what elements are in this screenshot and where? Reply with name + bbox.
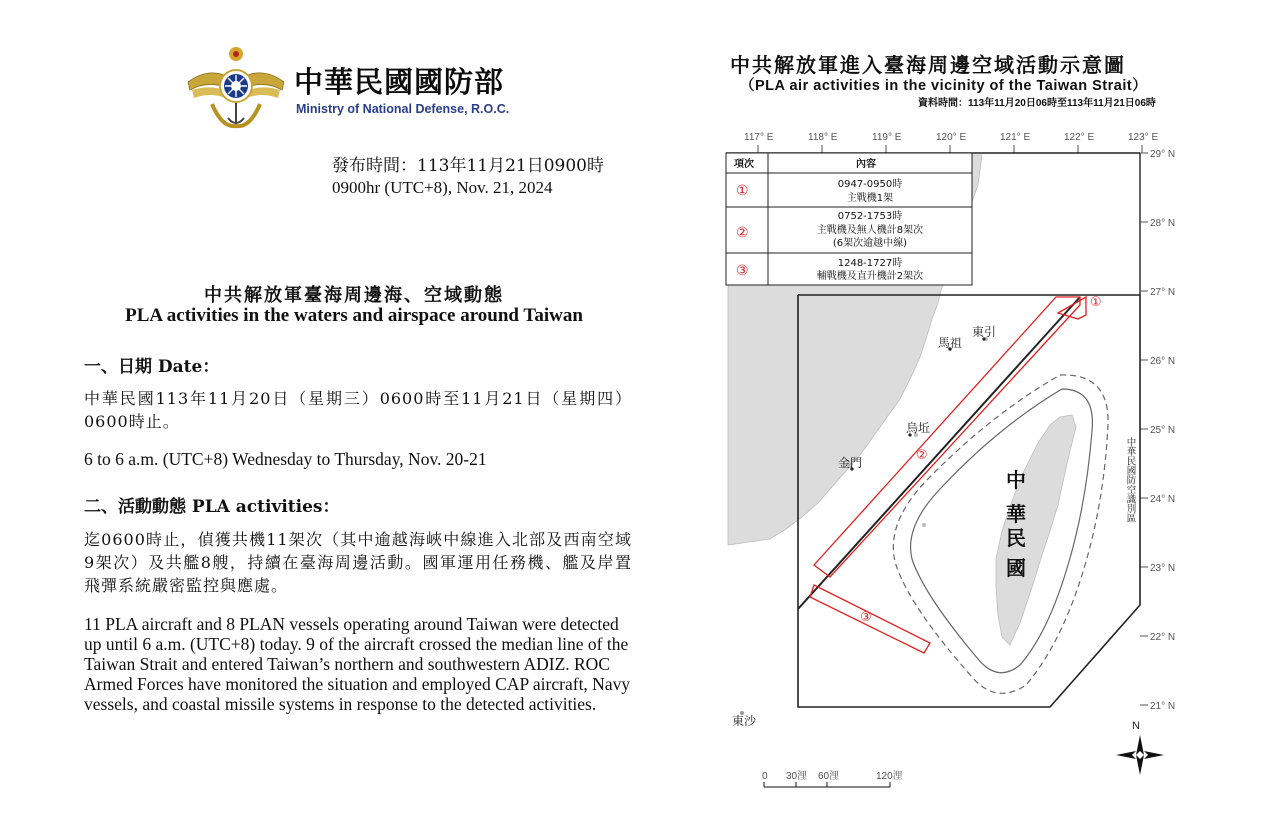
- place-kinmen: 金門: [838, 456, 863, 470]
- taiwan-label-char: 國: [1006, 556, 1026, 580]
- place-dongyin: 東引: [972, 325, 997, 339]
- latitude-tick: 26° N: [1150, 356, 1176, 367]
- latitude-tick: 24° N: [1150, 494, 1176, 505]
- place-wuqiu: 烏坵: [906, 421, 931, 435]
- legend-row-time: 0752-1753時: [837, 211, 903, 222]
- section-date-text-zh: 中華民國113年11月20日（星期三）0600時至11月21日（星期四）0600時止。: [84, 389, 632, 431]
- svg-text:N: N: [1132, 720, 1140, 732]
- latitude-tick: 27° N: [1150, 287, 1176, 298]
- longitude-tick: 117° E: [744, 132, 774, 143]
- legend-row-desc: 主戰機及無人機計8架次: [816, 225, 924, 236]
- release-time-en: 0900hr (UTC+8), Nov. 21, 2024: [332, 178, 553, 197]
- latitude-ticks: [1140, 149, 1175, 712]
- map-title-en: （PLA air activities in the vicinity of the Taiwan Strait）: [740, 78, 1148, 94]
- legend-row-marker: ③: [736, 263, 749, 279]
- legend-row-time: 0947-0950時: [837, 179, 903, 190]
- section-date-text-en: 6 to 6 a.m. (UTC+8) Wednesday to Thursday, Nov. 20-21: [84, 449, 487, 469]
- taiwan-label-char: 民: [1006, 526, 1026, 550]
- section-activities-text-en: 11 PLA aircraft and 8 PLAN vessels operating around Taiwan were detected up until 6 a.m. (UTC+8) today. 9 of the aircraft crossed the median line of the Taiwan Strait and entered Taiwan’s northern and southwestern ADIZ. ROC Armed Forces have monitored the situation and employed CAP aircraft, Navy vessels, and coastal missile systems in response to the detected activities.: [84, 614, 631, 714]
- zone-marker-1: ①: [1090, 295, 1102, 310]
- legend-table: [726, 153, 972, 285]
- latitude-tick: 28° N: [1150, 218, 1176, 229]
- legend-row-desc: (6架次逾越中線): [832, 238, 908, 249]
- north-arrow-icon: [1116, 720, 1164, 775]
- place-matsu: 馬祖: [938, 336, 963, 350]
- legend-row-desc: 主戰機1架: [846, 193, 894, 204]
- latitude-tick: 21° N: [1150, 701, 1176, 712]
- header-logo: [182, 44, 532, 134]
- section-date-heading: 一、日期 Date：: [84, 357, 220, 377]
- longitude-tick: 122° E: [1064, 132, 1095, 143]
- longitude-tick: 121° E: [1000, 132, 1031, 143]
- latitude-tick: 23° N: [1150, 563, 1176, 574]
- longitude-tick: 118° E: [808, 132, 838, 143]
- page-title-en: PLA activities in the waters and airspace around Taiwan: [125, 305, 583, 326]
- legend-row-marker: ②: [736, 225, 749, 241]
- taiwan-label-char: 華: [1006, 502, 1026, 526]
- place-dongsha: 東沙: [732, 714, 757, 728]
- longitude-tick: 120° E: [936, 132, 967, 143]
- legend-col-item: 項次: [734, 159, 754, 170]
- legend-row-time: 1248-1727時: [837, 258, 903, 269]
- taiwan-label-char: 中: [1006, 468, 1026, 492]
- scale-tick: 60浬: [818, 771, 840, 782]
- legend-row-desc: 輔戰機及直升機計2架次: [816, 271, 924, 282]
- scale-bar: [762, 770, 903, 787]
- scale-tick: 30浬: [786, 771, 808, 782]
- activity-map: [720, 125, 1260, 805]
- zone-marker-3: ③: [860, 610, 872, 625]
- adiz-label: 中華民國防空識別區: [1124, 437, 1136, 523]
- legend-col-content: 內容: [856, 159, 876, 170]
- longitude-tick: 119° E: [872, 132, 902, 143]
- scale-tick: 0: [762, 771, 768, 782]
- scale-tick: 120浬: [876, 771, 903, 782]
- org-name-zh: 中華民國國防部: [294, 65, 505, 99]
- section-activities-heading: 二、活動動態 PLA activities：: [84, 497, 340, 517]
- latitude-tick: 25° N: [1150, 425, 1176, 436]
- org-name-en: Ministry of National Defense, R.O.C.: [296, 102, 510, 116]
- zone-marker-2: ②: [916, 448, 928, 463]
- longitude-tick: 123° E: [1128, 132, 1159, 143]
- latitude-tick: 22° N: [1150, 632, 1176, 643]
- page-title-zh: 中共解放軍臺海周邊海、空域動態: [204, 285, 504, 306]
- map-data-time: 資料時間：113年11月20日06時至113年11月21日06時: [918, 98, 1156, 109]
- section-activities-text-zh: 迄0600時止，偵獲共機11架次（其中逾越海峽中線進入北部及西南空域9架次）及共艦8艘，持續在臺海周邊活動。國軍運用任務機、艦及岸置飛彈系統嚴密監控與應處。: [84, 530, 632, 595]
- mnd-emblem-icon: [182, 44, 290, 132]
- map-title-zh: 中共解放軍進入臺海周邊空域活動示意圖: [730, 53, 1126, 77]
- legend-row-marker: ①: [736, 183, 749, 199]
- latitude-tick: 29° N: [1150, 149, 1176, 160]
- release-time-zh: 發布時間：113年11月21日0900時: [332, 156, 604, 176]
